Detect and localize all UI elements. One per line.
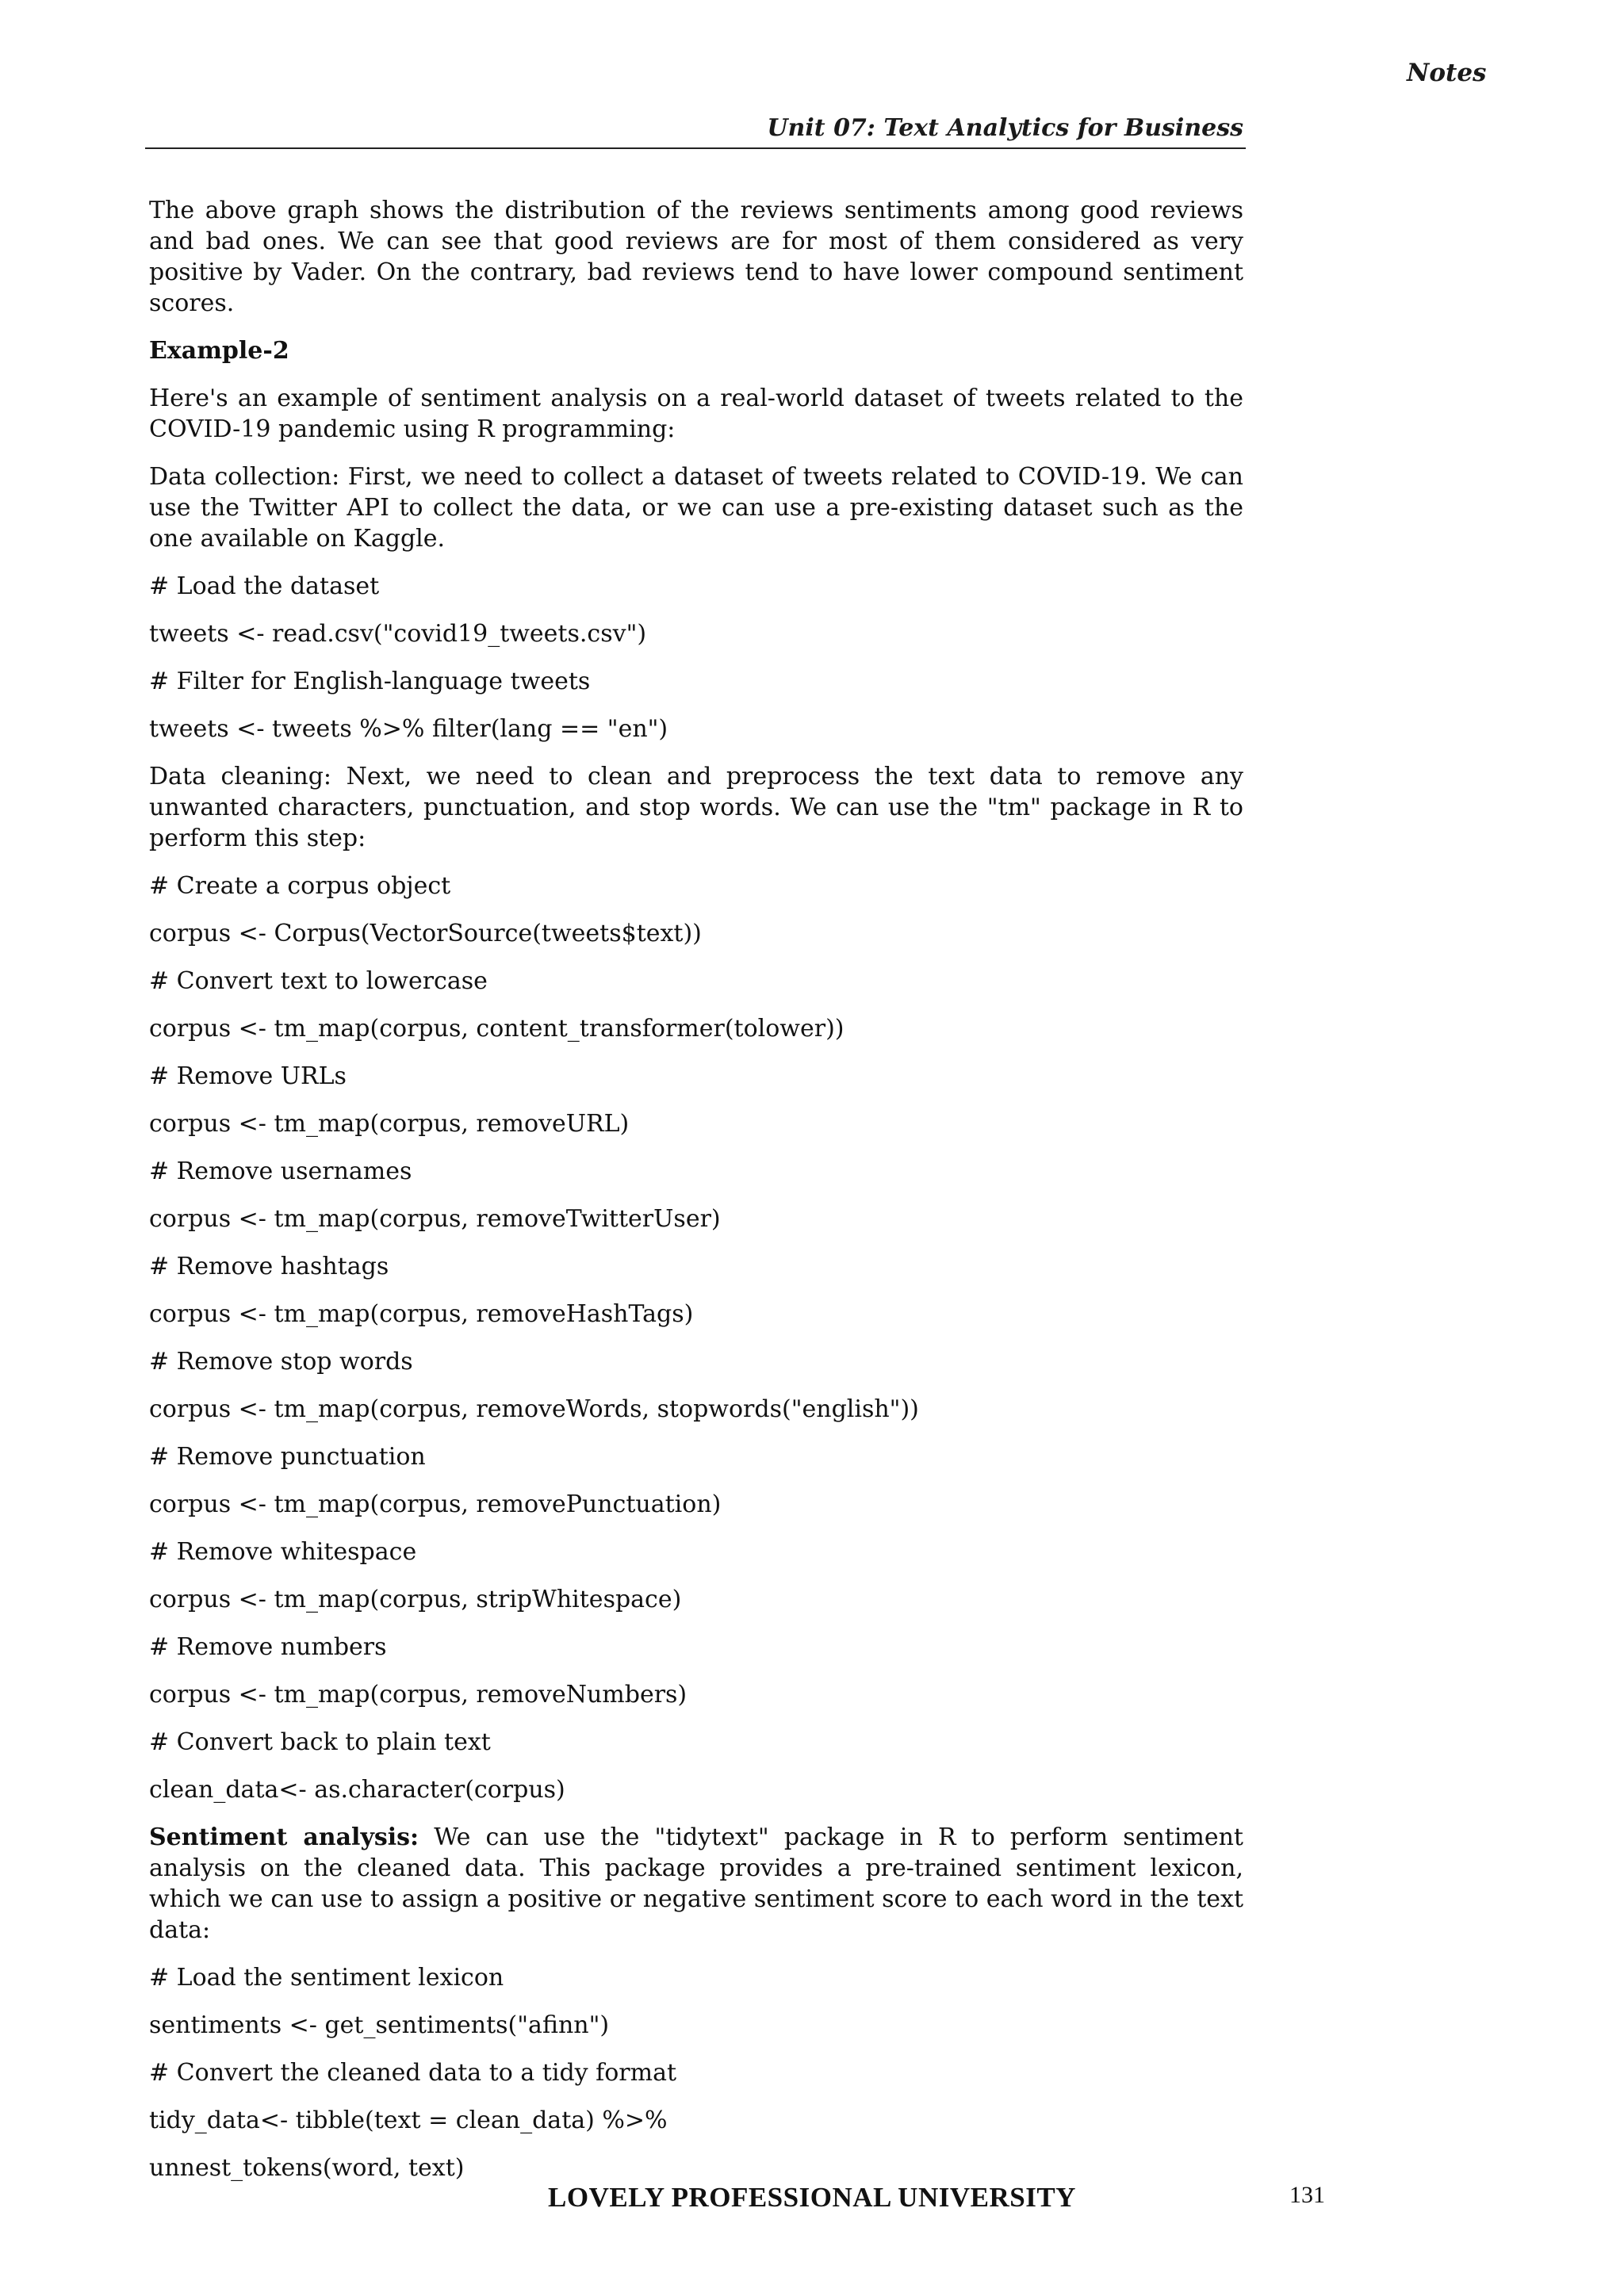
code-line: # Remove URLs — [149, 1062, 347, 1090]
code-line: # Remove usernames — [149, 1158, 412, 1185]
data-cleaning-paragraph: Data cleaning: Next, we need to clean and preprocess the text data to remove any unwanted characters, punctuation, and stop words. We can use the "tm" package in R to perform this step: — [149, 763, 1243, 852]
code-line: tidy_data<- tibble(text = clean_data) %>% — [149, 2107, 668, 2134]
code-line: sentiments <- get_sentiments("afinn") — [149, 2011, 610, 2039]
code-line: # Remove punctuation — [149, 1443, 426, 1471]
code-line: # Filter for English-language tweets — [149, 668, 591, 695]
code-line: corpus <- Corpus(VectorSource(tweets$text)) — [149, 920, 702, 947]
code-line: corpus <- tm_map(corpus, removeHashTags) — [149, 1300, 694, 1328]
code-line: # Convert text to lowercase — [149, 967, 488, 995]
code-line: # Remove numbers — [149, 1633, 387, 1661]
code-line: corpus <- tm_map(corpus, content_transformer(tolower)) — [149, 1015, 845, 1043]
code-line: # Remove hashtags — [149, 1253, 389, 1280]
unit-title: Unit 07: Text Analytics for Business — [767, 114, 1243, 142]
example-heading: Example-2 — [149, 337, 289, 365]
data-collection-paragraph: Data collection: First, we need to collect a dataset of tweets related to COVID-19. We can use the Twitter API to collect the data, or we can use a pre-existing dataset such as the one available on Kaggle. — [149, 463, 1243, 553]
code-line: # Load the sentiment lexicon — [149, 1964, 504, 1992]
notes-label: Notes — [1407, 59, 1487, 87]
code-line: # Remove whitespace — [149, 1538, 417, 1566]
header-rule — [145, 147, 1246, 149]
code-line: # Convert back to plain text — [149, 1728, 491, 1756]
sentiment-analysis-text: We can use the "tidytext" package in R to perform sentiment analysis on the cleaned data. This package provides a pre-trained sentiment lexicon, which we can use to assign a positive or negative sentiment score to each word in the text data: — [149, 1823, 1243, 1944]
code-line: # Convert the cleaned data to a tidy format — [149, 2059, 677, 2087]
code-line: corpus <- tm_map(corpus, stripWhitespace) — [149, 1586, 682, 1613]
sentiment-analysis-label: Sentiment analysis: — [149, 1823, 419, 1851]
code-line: corpus <- tm_map(corpus, removeNumbers) — [149, 1681, 688, 1709]
code-line: corpus <- tm_map(corpus, removeWords, stopwords("english")) — [149, 1395, 919, 1423]
code-line: corpus <- tm_map(corpus, removeURL) — [149, 1110, 630, 1138]
page-content — [149, 195, 1243, 2200]
code-line: # Create a corpus object — [149, 872, 451, 900]
example-intro: Here's an example of sentiment analysis on a real-world dataset of tweets related to the COVID-19 pandemic using R programming: — [149, 385, 1243, 443]
intro-paragraph: The above graph shows the distribution of the reviews sentiments among good reviews and bad ones. We can see that good reviews are for most of them considered as very positive by Vader. On the contrary, bad reviews tend to have lower compound sentiment scores. — [149, 197, 1243, 317]
code-line: corpus <- tm_map(corpus, removeTwitterUser) — [149, 1205, 721, 1233]
code-line: clean_data<- as.character(corpus) — [149, 1776, 565, 1804]
code-line: # Load the dataset — [149, 572, 380, 600]
code-line: unnest_tokens(word, text) — [149, 2154, 465, 2182]
code-line: corpus <- tm_map(corpus, removePunctuation) — [149, 1490, 722, 1518]
footer-university: LOVELY PROFESSIONAL UNIVERSITY — [548, 2182, 1076, 2213]
code-line: # Remove stop words — [149, 1348, 413, 1376]
page-number: 131 — [1289, 2182, 1325, 2208]
code-line: tweets <- tweets %>% filter(lang == "en") — [149, 715, 668, 743]
code-line: tweets <- read.csv("covid19_tweets.csv") — [149, 620, 647, 648]
sentiment-analysis-paragraph — [149, 1822, 1243, 1946]
